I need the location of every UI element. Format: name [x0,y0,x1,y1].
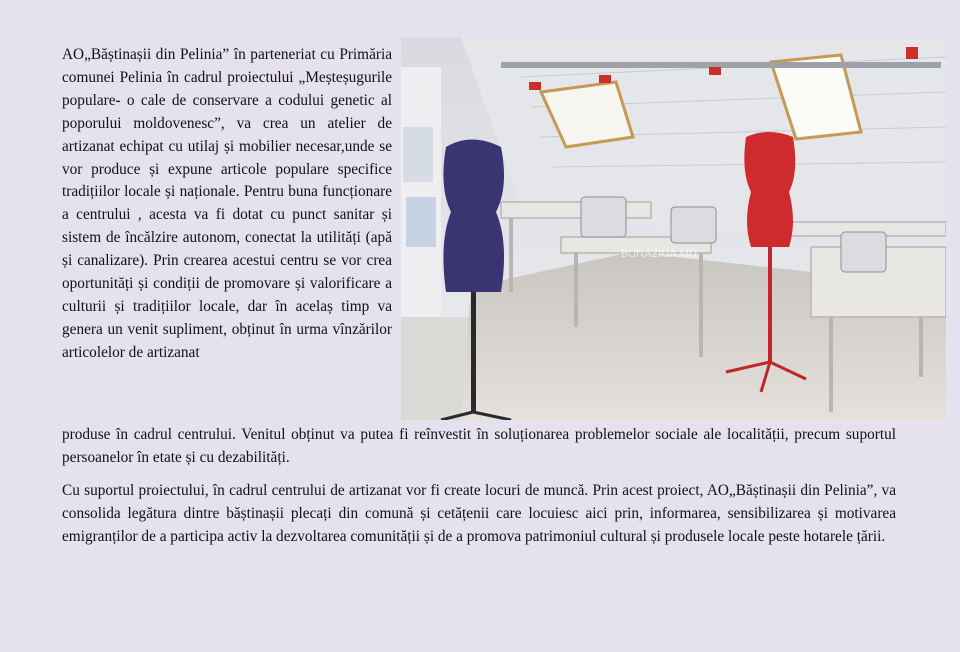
watermark: BUNAZIUA.MD [621,248,697,260]
workshop-illustration [401,37,946,420]
paragraph-1-column: AO„Băștinașii din Pelinia” în parteneriat cu Primăria comunei Pelinia în cadrul proiectului „Meșteșugurile populare- o cale de conservare a codului genetic al poporului moldovenesc”, va crea un atelier de artizanat echipat cu utilaj și mobilier necesar,unde se vor produce și expune articole populare specifice tradițiilor locale și naționale. Pentru buna funcționare a centrului , acesta va fi dotat cu punct sanitar și sistem de încălzire autonom, conectat la utilități (apă și canalizare). Prin crearea acestui centru se vor crea oportunități și condiții de promovare și valorificare a culturii și tradițiilor locale, dar în acelaș timp va genera un venit supliment, obținut în urma vînzărilor articolelor de artizanat [62,46,392,361]
workshop-photo [401,37,946,420]
paragraph-2: Cu suportul proiectului, în cadrul centrului de artizanat vor fi create locuri de muncă. Prin acest proiect, AO„Băștinașii din Pelinia”, va consolida legătura dintre băștinașii plecați din comună și cetățenii care locuiesc aici prin, informarea, sensibilizarea și motivarea emigranților de a participa activ la dezvoltarea comunității și de a promova patrimoniul cultural și produsele locale peste hotarele țării. [62,482,896,545]
paragraph-1-continuation: produse în cadrul centrului. Venitul obținut va putea fi reînvestit în soluționarea problemelor sociale ale localității, precum suportul persoanelor în etate și cu dezabilități. [62,426,896,466]
